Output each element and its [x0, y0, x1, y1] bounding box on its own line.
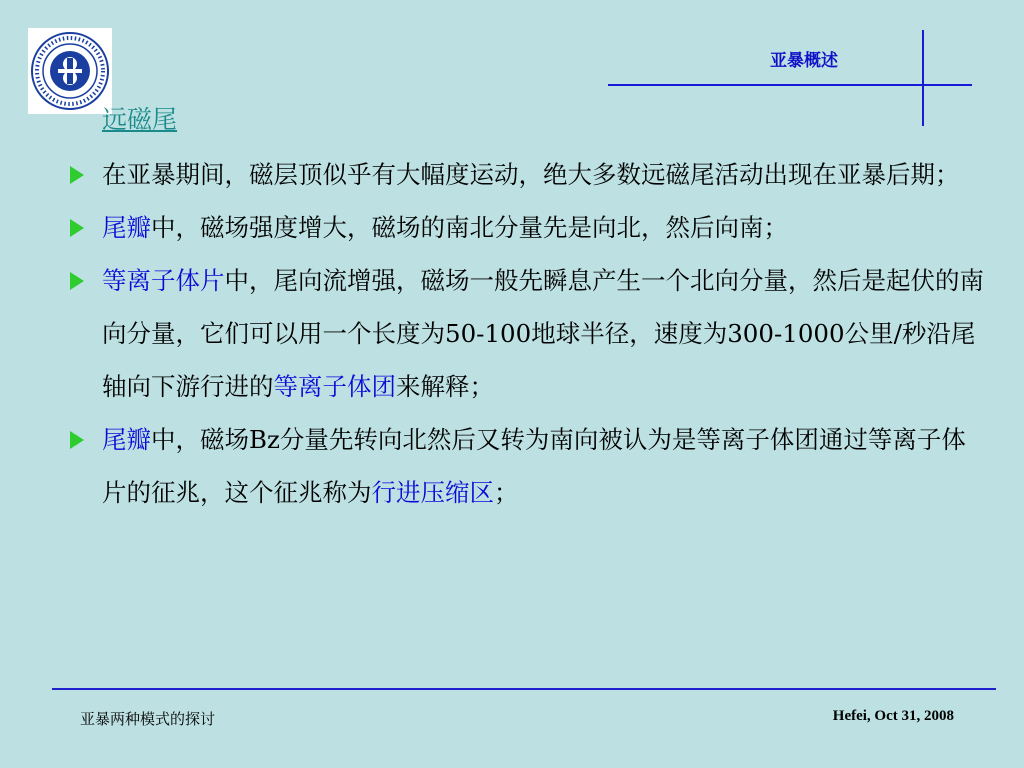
bullet-item: [68, 254, 988, 413]
highlighted-term: 等离子体团: [273, 372, 396, 401]
bullet-arrow-icon: [70, 219, 84, 237]
bullet-text: 中，尾向流增强，磁场一般先瞬息产生一个北向分量，然后是起伏的南向分量，它们可以用一个长度为50-100地球半径，速度为300-1000公里/秒沿尾轴向下游行进的: [102, 266, 984, 401]
university-seal-icon: [28, 28, 112, 114]
highlighted-term: 尾瓣: [102, 425, 151, 454]
bullet-text: 来解释；: [396, 372, 494, 401]
bullet-list: [68, 148, 988, 519]
highlighted-term: 等离子体片: [102, 266, 225, 295]
bullet-arrow-icon: [70, 272, 84, 290]
footer-divider: [52, 688, 996, 690]
bullet-text: 中，磁场Bz分量先转向北然后又转为南向被认为是等离子体团通过等离子体片的征兆，这个征兆称为: [102, 425, 966, 507]
bullet-arrow-icon: [70, 166, 84, 184]
bullet-text: 中，磁场强度增大，磁场的南北分量先是向北，然后向南；: [151, 213, 788, 242]
footer-left-text: 亚暴两种模式的探讨: [80, 710, 216, 728]
bullet-text: 在亚暴期间，磁层顶似乎有大幅度运动，绝大多数远磁尾活动出现在亚暴后期；: [102, 160, 960, 189]
bullet-arrow-icon: [70, 431, 84, 449]
highlighted-term: 行进压缩区: [371, 478, 494, 507]
bullet-item: [68, 201, 988, 254]
header-divider-vertical: [922, 30, 924, 126]
bullet-text: ；: [494, 478, 519, 507]
header-divider-horizontal: [608, 84, 972, 86]
bullet-item: [68, 413, 988, 519]
footer-right-text: Hefei, Oct 31, 2008: [832, 708, 954, 724]
highlighted-term: 尾瓣: [102, 213, 151, 242]
university-logo: [28, 28, 112, 114]
bullet-item: [68, 148, 988, 201]
section-subtitle: 远磁尾: [102, 105, 178, 134]
header-title: 亚暴概述: [770, 51, 838, 71]
